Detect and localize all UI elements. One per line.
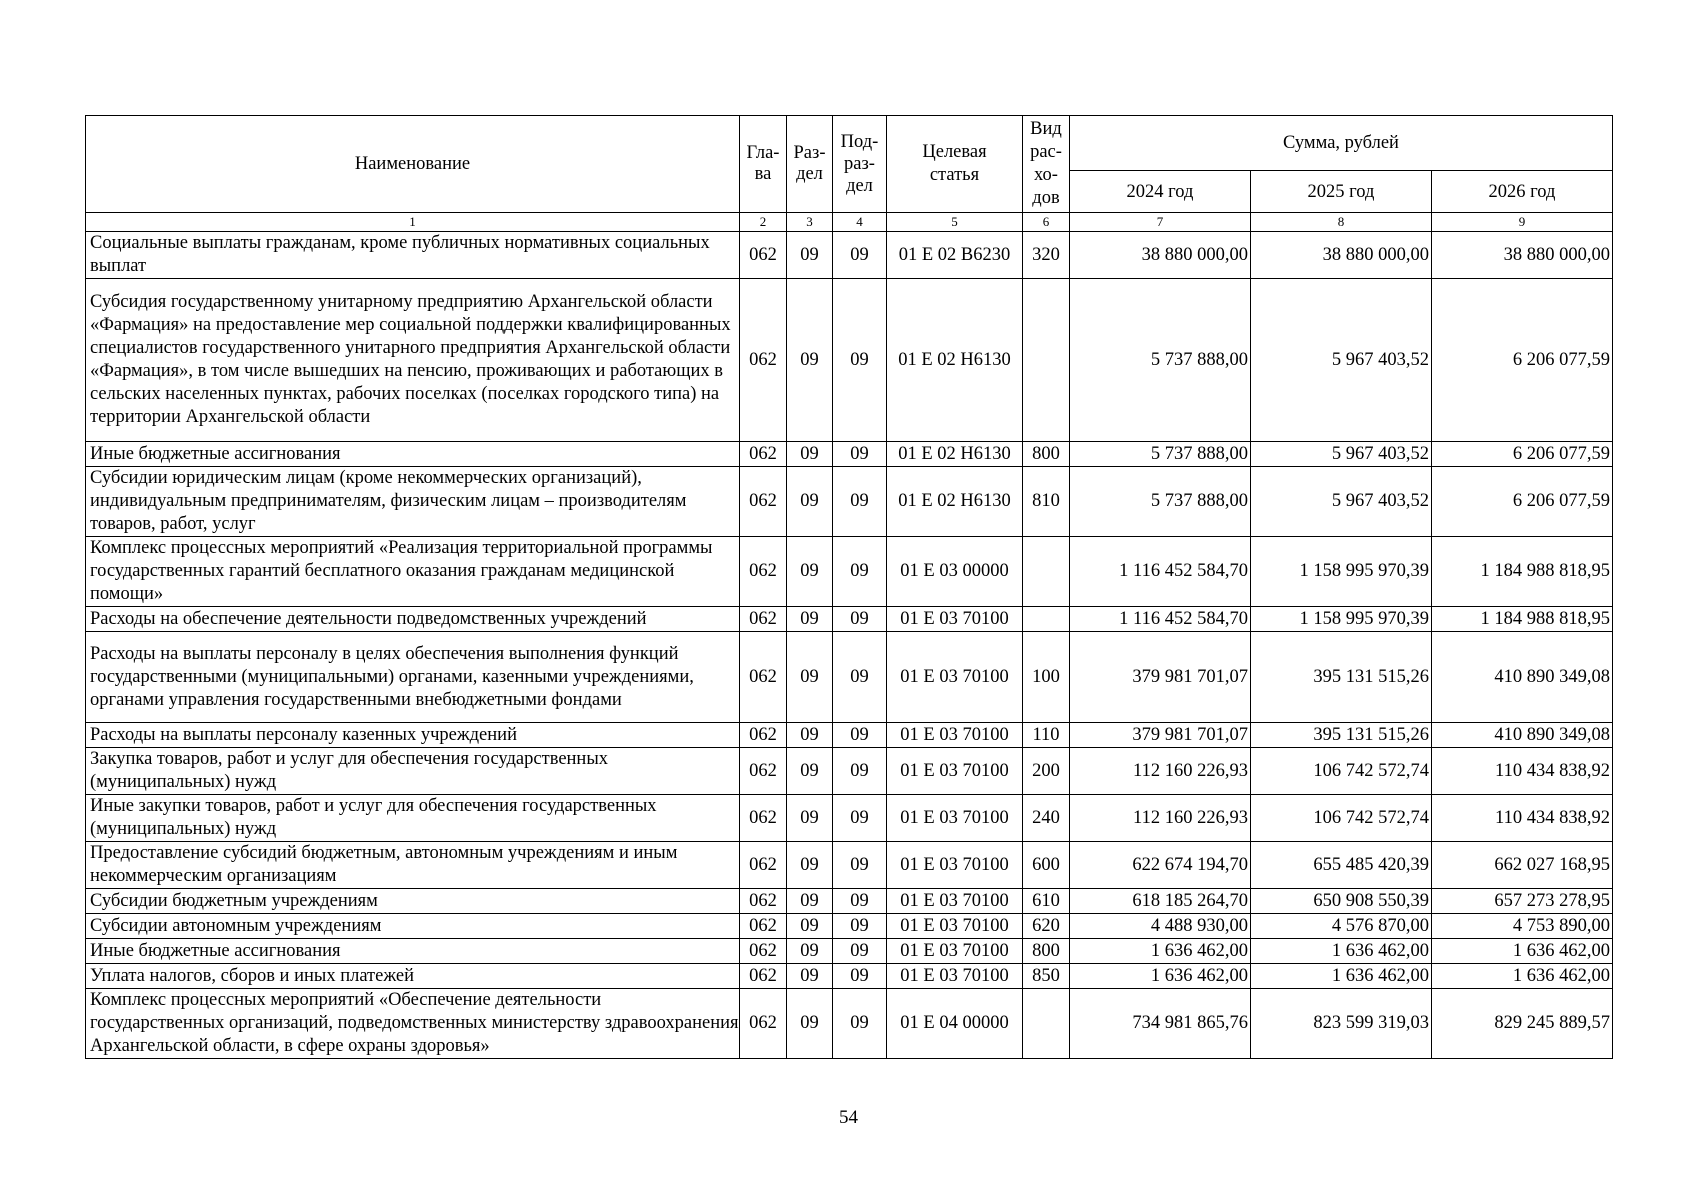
table-row	[86, 232, 1613, 279]
cell-2025: 823 599 319,03	[1251, 989, 1432, 1059]
cell-vid	[1023, 607, 1070, 632]
cell-razdel: 09	[787, 989, 833, 1059]
cell-podrazdel: 09	[833, 232, 887, 279]
cell-2024: 5 737 888,00	[1070, 442, 1251, 467]
cell-razdel: 09	[787, 889, 833, 914]
cell-name: Иные бюджетные ассигнования	[86, 939, 740, 964]
cell-2024: 5 737 888,00	[1070, 467, 1251, 537]
cell-glava: 062	[740, 723, 787, 748]
cell-vid: 600	[1023, 842, 1070, 889]
cell-2026: 1 184 988 818,95	[1432, 607, 1613, 632]
cell-vid: 240	[1023, 795, 1070, 842]
cell-podrazdel: 09	[833, 964, 887, 989]
header-year-2024: 2024 год	[1070, 171, 1251, 213]
header-year-2025: 2025 год	[1251, 171, 1432, 213]
cell-vid: 850	[1023, 964, 1070, 989]
cell-name: Субсидии бюджетным учреждениям	[86, 889, 740, 914]
cell-razdel: 09	[787, 795, 833, 842]
cell-glava: 062	[740, 232, 787, 279]
table-row	[86, 914, 1613, 939]
cell-2026: 829 245 889,57	[1432, 989, 1613, 1059]
header-razdel-text: Раз- дел	[793, 143, 826, 184]
cell-name: Субсидия государственному унитарному предприятию Архангельской области «Фармация» на предоставление мер социальной поддержки квалифицированных специалистов государственного унитарного предприятия Архангельской области «Фармация», в том числе вышедших на пенсию, проживающих и работающих в сельских населенных пунктах, рабочих поселках (поселках городского типа) на территории Архангельской области	[86, 279, 740, 442]
column-index: 9	[1432, 213, 1613, 232]
cell-vid: 610	[1023, 889, 1070, 914]
table-row	[86, 964, 1613, 989]
column-index: 5	[887, 213, 1023, 232]
cell-2024: 734 981 865,76	[1070, 989, 1251, 1059]
cell-razdel: 09	[787, 964, 833, 989]
cell-vid	[1023, 989, 1070, 1059]
cell-podrazdel: 09	[833, 632, 887, 723]
cell-podrazdel: 09	[833, 442, 887, 467]
table-row	[86, 632, 1613, 723]
cell-razdel: 09	[787, 467, 833, 537]
table-row	[86, 537, 1613, 607]
cell-target: 01 Е 03 70100	[887, 723, 1023, 748]
cell-2024: 4 488 930,00	[1070, 914, 1251, 939]
cell-2026: 6 206 077,59	[1432, 442, 1613, 467]
cell-name: Расходы на выплаты персоналу казенных учреждений	[86, 723, 740, 748]
cell-2025: 4 576 870,00	[1251, 914, 1432, 939]
cell-target: 01 Е 02 В6230	[887, 232, 1023, 279]
cell-target: 01 Е 03 70100	[887, 795, 1023, 842]
cell-name: Комплекс процессных мероприятий «Обеспечение деятельности государственных организаций, подведомственных министерству здравоохранения Архангельской области, в сфере охраны здоровья»	[86, 989, 740, 1059]
cell-razdel: 09	[787, 537, 833, 607]
cell-target: 01 Е 03 70100	[887, 632, 1023, 723]
cell-2026: 1 636 462,00	[1432, 964, 1613, 989]
cell-2024: 112 160 226,93	[1070, 795, 1251, 842]
cell-podrazdel: 09	[833, 889, 887, 914]
header-podrazdel	[833, 116, 887, 213]
cell-glava: 062	[740, 537, 787, 607]
cell-2024: 379 981 701,07	[1070, 632, 1251, 723]
cell-2026: 38 880 000,00	[1432, 232, 1613, 279]
cell-razdel: 09	[787, 232, 833, 279]
cell-target: 01 Е 03 70100	[887, 964, 1023, 989]
cell-2026: 657 273 278,95	[1432, 889, 1613, 914]
cell-2026: 6 206 077,59	[1432, 467, 1613, 537]
column-index: 3	[787, 213, 833, 232]
cell-2025: 106 742 572,74	[1251, 795, 1432, 842]
table-row	[86, 467, 1613, 537]
cell-2025: 655 485 420,39	[1251, 842, 1432, 889]
cell-glava: 062	[740, 279, 787, 442]
cell-2025: 1 636 462,00	[1251, 964, 1432, 989]
column-index: 1	[86, 213, 740, 232]
cell-razdel: 09	[787, 748, 833, 795]
column-index: 4	[833, 213, 887, 232]
cell-razdel: 09	[787, 279, 833, 442]
cell-name: Социальные выплаты гражданам, кроме публичных нормативных социальных выплат	[86, 232, 740, 279]
cell-vid	[1023, 537, 1070, 607]
cell-target: 01 Е 03 70100	[887, 748, 1023, 795]
header-summa: Сумма, рублей	[1070, 116, 1613, 171]
cell-razdel: 09	[787, 939, 833, 964]
cell-2024: 38 880 000,00	[1070, 232, 1251, 279]
cell-name: Предоставление субсидий бюджетным, автономным учреждениям и иным некоммерческим организациям	[86, 842, 740, 889]
header-year-2026: 2026 год	[1432, 171, 1613, 213]
cell-glava: 062	[740, 914, 787, 939]
cell-podrazdel: 09	[833, 989, 887, 1059]
header-glava-text: Гла- ва	[746, 143, 780, 184]
cell-target: 01 Е 03 00000	[887, 537, 1023, 607]
cell-podrazdel: 09	[833, 723, 887, 748]
cell-razdel: 09	[787, 607, 833, 632]
cell-glava: 062	[740, 467, 787, 537]
header-name: Наименование	[86, 116, 740, 213]
cell-2026: 410 890 349,08	[1432, 723, 1613, 748]
cell-name: Комплекс процессных мероприятий «Реализация территориальной программы государственных гарантий бесплатного оказания гражданам медицинской помощи»	[86, 537, 740, 607]
cell-razdel: 09	[787, 632, 833, 723]
cell-target: 01 Е 03 70100	[887, 842, 1023, 889]
cell-vid: 110	[1023, 723, 1070, 748]
cell-2025: 106 742 572,74	[1251, 748, 1432, 795]
cell-vid: 320	[1023, 232, 1070, 279]
cell-2025: 5 967 403,52	[1251, 467, 1432, 537]
cell-razdel: 09	[787, 842, 833, 889]
cell-vid: 800	[1023, 442, 1070, 467]
cell-2025: 1 158 995 970,39	[1251, 537, 1432, 607]
cell-glava: 062	[740, 632, 787, 723]
table-row	[86, 889, 1613, 914]
cell-2026: 662 027 168,95	[1432, 842, 1613, 889]
cell-2026: 110 434 838,92	[1432, 795, 1613, 842]
table-row	[86, 939, 1613, 964]
cell-target: 01 Е 02 Н6130	[887, 467, 1023, 537]
cell-2024: 1 116 452 584,70	[1070, 607, 1251, 632]
cell-2026: 410 890 349,08	[1432, 632, 1613, 723]
table-row	[86, 842, 1613, 889]
cell-podrazdel: 09	[833, 914, 887, 939]
cell-target: 01 Е 03 70100	[887, 889, 1023, 914]
budget-table	[85, 115, 1613, 1059]
cell-target: 01 Е 02 Н6130	[887, 279, 1023, 442]
column-index: 7	[1070, 213, 1251, 232]
cell-name: Субсидии юридическим лицам (кроме некоммерческих организаций), индивидуальным предпринимателям, физическим лицам – производителям товаров, работ, услуг	[86, 467, 740, 537]
cell-glava: 062	[740, 748, 787, 795]
cell-target: 01 Е 02 Н6130	[887, 442, 1023, 467]
cell-podrazdel: 09	[833, 467, 887, 537]
cell-2026: 4 753 890,00	[1432, 914, 1613, 939]
cell-2025: 5 967 403,52	[1251, 442, 1432, 467]
header-podrazdel-text: Под- раз- дел	[840, 132, 879, 196]
table-row	[86, 723, 1613, 748]
cell-name: Закупка товаров, работ и услуг для обеспечения государственных (муниципальных) нужд	[86, 748, 740, 795]
cell-razdel: 09	[787, 914, 833, 939]
cell-glava: 062	[740, 989, 787, 1059]
table-row	[86, 279, 1613, 442]
cell-2025: 1 158 995 970,39	[1251, 607, 1432, 632]
cell-2024: 1 636 462,00	[1070, 964, 1251, 989]
cell-podrazdel: 09	[833, 939, 887, 964]
table-row	[86, 748, 1613, 795]
table-row	[86, 989, 1613, 1059]
cell-podrazdel: 09	[833, 795, 887, 842]
cell-name: Иные закупки товаров, работ и услуг для обеспечения государственных (муниципальных) нужд	[86, 795, 740, 842]
column-index-row	[86, 213, 1613, 232]
cell-name: Иные бюджетные ассигнования	[86, 442, 740, 467]
cell-2024: 618 185 264,70	[1070, 889, 1251, 914]
column-index: 8	[1251, 213, 1432, 232]
cell-name: Уплата налогов, сборов и иных платежей	[86, 964, 740, 989]
header-target-text: Целевая статья	[922, 142, 987, 185]
cell-vid: 810	[1023, 467, 1070, 537]
cell-podrazdel: 09	[833, 842, 887, 889]
cell-vid: 100	[1023, 632, 1070, 723]
cell-2025: 395 131 515,26	[1251, 632, 1432, 723]
cell-name: Субсидии автономным учреждениям	[86, 914, 740, 939]
cell-2024: 5 737 888,00	[1070, 279, 1251, 442]
cell-2024: 1 116 452 584,70	[1070, 537, 1251, 607]
cell-glava: 062	[740, 889, 787, 914]
cell-podrazdel: 09	[833, 537, 887, 607]
cell-2025: 650 908 550,39	[1251, 889, 1432, 914]
table-row	[86, 795, 1613, 842]
table-row	[86, 607, 1613, 632]
column-index: 2	[740, 213, 787, 232]
cell-podrazdel: 09	[833, 748, 887, 795]
table-row	[86, 442, 1613, 467]
cell-glava: 062	[740, 442, 787, 467]
cell-2025: 38 880 000,00	[1251, 232, 1432, 279]
header-vid	[1023, 116, 1070, 213]
cell-razdel: 09	[787, 723, 833, 748]
cell-2025: 1 636 462,00	[1251, 939, 1432, 964]
header-vid-text: Вид рас- хо- дов	[1030, 119, 1062, 208]
cell-2025: 395 131 515,26	[1251, 723, 1432, 748]
cell-2025: 5 967 403,52	[1251, 279, 1432, 442]
cell-target: 01 Е 03 70100	[887, 939, 1023, 964]
cell-vid: 200	[1023, 748, 1070, 795]
cell-2026: 6 206 077,59	[1432, 279, 1613, 442]
cell-target: 01 Е 03 70100	[887, 914, 1023, 939]
header-glava	[740, 116, 787, 213]
cell-glava: 062	[740, 795, 787, 842]
column-index: 6	[1023, 213, 1070, 232]
cell-2026: 110 434 838,92	[1432, 748, 1613, 795]
cell-glava: 062	[740, 842, 787, 889]
cell-vid: 620	[1023, 914, 1070, 939]
cell-name: Расходы на обеспечение деятельности подведомственных учреждений	[86, 607, 740, 632]
cell-2026: 1 184 988 818,95	[1432, 537, 1613, 607]
cell-2024: 1 636 462,00	[1070, 939, 1251, 964]
cell-2024: 112 160 226,93	[1070, 748, 1251, 795]
page-number: 54	[839, 1107, 858, 1128]
cell-podrazdel: 09	[833, 607, 887, 632]
cell-glava: 062	[740, 939, 787, 964]
cell-target: 01 Е 04 00000	[887, 989, 1023, 1059]
cell-podrazdel: 09	[833, 279, 887, 442]
cell-2024: 622 674 194,70	[1070, 842, 1251, 889]
header-razdel	[787, 116, 833, 213]
cell-vid	[1023, 279, 1070, 442]
table-body	[86, 232, 1613, 1059]
cell-2026: 1 636 462,00	[1432, 939, 1613, 964]
header-target	[887, 116, 1023, 213]
cell-name: Расходы на выплаты персоналу в целях обеспечения выполнения функций государственными (муниципальными) органами, казенными учреждениями, органами управления государственными внебюджетными фондами	[86, 632, 740, 723]
cell-target: 01 Е 03 70100	[887, 607, 1023, 632]
cell-glava: 062	[740, 607, 787, 632]
cell-2024: 379 981 701,07	[1070, 723, 1251, 748]
cell-glava: 062	[740, 964, 787, 989]
cell-razdel: 09	[787, 442, 833, 467]
cell-vid: 800	[1023, 939, 1070, 964]
